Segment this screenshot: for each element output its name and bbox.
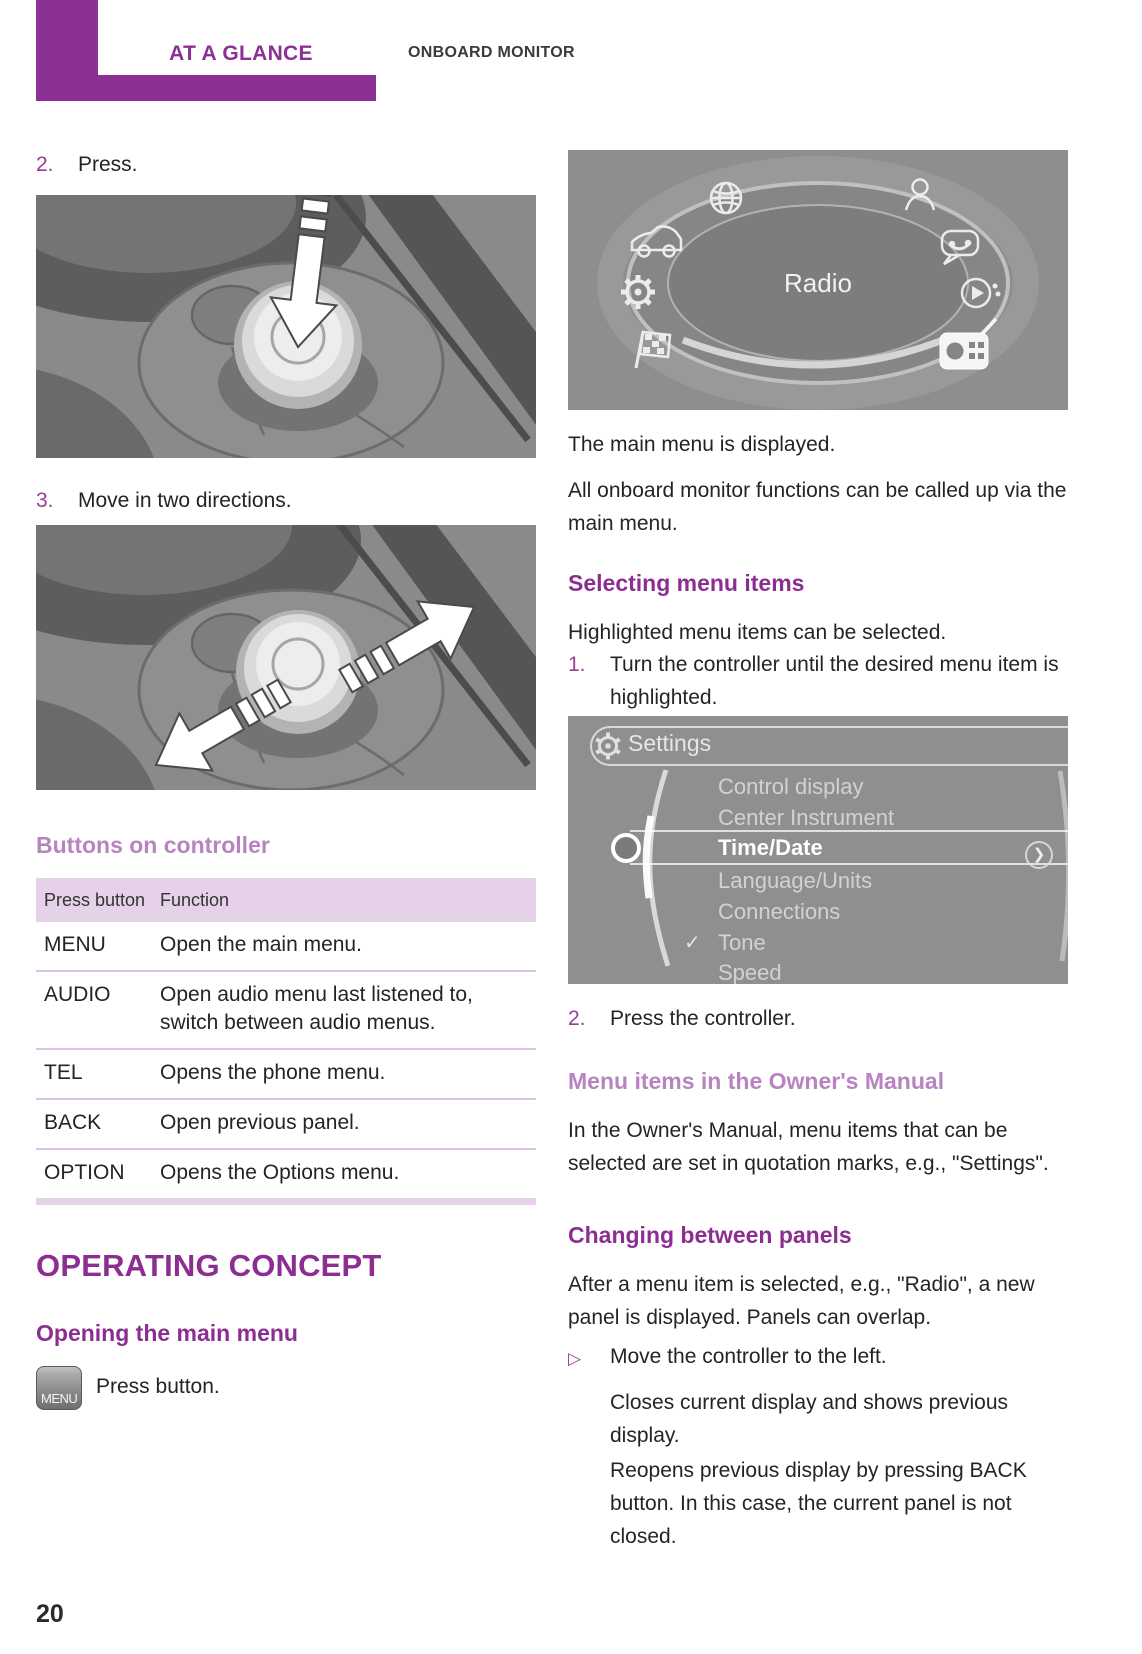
button-cell: OPTION (44, 1161, 125, 1184)
buttons-table-heading: Buttons on controller (36, 832, 270, 858)
controller-move-photo (36, 525, 536, 790)
main-menu-screenshot (568, 150, 1068, 410)
column-header: Function (160, 889, 230, 910)
action-result-1: Closes current display and shows previous display. (610, 1391, 1009, 1447)
step-3 (36, 484, 536, 517)
step-number: 2. (36, 153, 54, 176)
table-row (36, 1048, 536, 1098)
settings-item-center-instrument: Center Instrument (718, 805, 895, 830)
column-header: Press button (44, 889, 146, 910)
settings-item-language-units: Language/Units (718, 868, 873, 893)
press-button-instruction: Press button. (96, 1375, 220, 1398)
opening-main-menu-heading: Opening the main menu (36, 1320, 298, 1346)
section-title: AT A GLANCE (169, 42, 313, 65)
button-cell: BACK (44, 1111, 102, 1134)
function-cell: Opens the phone menu. (160, 1061, 386, 1084)
action-result-2: Reopens previous display by pressing BACK button. In this case, the current panel is not closed. (610, 1459, 1027, 1548)
section-tab-inner (98, 0, 384, 75)
selected-menu-item-label: Radio (784, 268, 852, 298)
changing-panels-body: After a menu item is selected, e.g., "Radio", a new panel is displayed. Panels can overlap. (568, 1273, 1035, 1329)
chevron-right-icon: ❯ (1025, 841, 1053, 869)
check-icon: ✓ (684, 932, 701, 954)
menu-key-icon (36, 1366, 82, 1410)
settings-menu-screenshot (568, 716, 1068, 984)
changing-panels-heading: Changing between panels (568, 1222, 852, 1248)
button-cell: AUDIO (44, 983, 111, 1006)
action-bullet (568, 1340, 1068, 1375)
main-menu-caption: The main menu is displayed. (568, 433, 836, 456)
function-cell: Open the main menu. (160, 933, 362, 956)
selection-arc (650, 770, 668, 966)
table-row (36, 922, 536, 970)
chapter-title: ONBOARD MONITOR (408, 44, 575, 61)
settings-item-connections: Connections (718, 899, 841, 924)
settings-gear-icon (621, 275, 655, 309)
settings-item-time-date: Time/Date (718, 835, 823, 860)
section-tab (36, 0, 376, 101)
step-number: 3. (36, 489, 54, 512)
step-number: 1. (568, 653, 586, 676)
controller-buttons-table (36, 878, 536, 1205)
main-menu-note: All onboard monitor functions can be called up via the main menu. (568, 479, 1067, 535)
settings-item-control-display: Control display (718, 774, 864, 799)
owners-manual-body: In the Owner's Manual, menu items that can be selected are set in quotation marks, e.g., "Settings". (568, 1119, 1049, 1175)
selecting-menu-items-heading: Selecting menu items (568, 570, 805, 596)
step-text: Turn the controller until the desired menu item is highlighted. (610, 653, 1059, 709)
controller-move-illustration (36, 525, 536, 790)
step-text: Move in two directions. (78, 489, 292, 512)
triangle-bullet-icon: ▷ (568, 1349, 582, 1368)
step-text: Press the controller. (610, 1007, 796, 1030)
step-text: Press. (78, 153, 138, 176)
step-2 (36, 148, 536, 181)
page-number: 20 (36, 1600, 64, 1628)
function-cell: Opens the Options menu. (160, 1161, 400, 1184)
step-1 (568, 648, 1068, 714)
selecting-intro: Highlighted menu items can be selected. (568, 621, 947, 644)
button-cell: TEL (44, 1061, 83, 1084)
function-cell: Open audio menu last listened to, switch between audio menus. (160, 983, 473, 1034)
controller-press-photo (36, 195, 536, 458)
controller-press-illustration (36, 195, 536, 458)
operating-concept-heading: OPERATING CONCEPT (36, 1248, 382, 1283)
step-2-right (568, 1002, 1068, 1035)
settings-title: Settings (628, 730, 712, 756)
table-bottom-rule (36, 1198, 536, 1205)
selection-marker-icon (613, 835, 639, 861)
table-header-row (36, 878, 536, 922)
highlight-line-bottom (630, 863, 1068, 865)
settings-item-tone: Tone (718, 930, 766, 955)
settings-item-speed: Speed (718, 960, 782, 984)
step-number: 2. (568, 1007, 586, 1030)
action-text: Move the controller to the left. (610, 1345, 887, 1368)
owners-manual-heading: Menu items in the Owner's Manual (568, 1068, 945, 1094)
button-cell: MENU (44, 933, 106, 956)
table-row (36, 1098, 536, 1148)
table-row (36, 1148, 536, 1198)
table-row (36, 970, 536, 1048)
main-menu-illustration (568, 150, 1068, 410)
function-cell: Open previous panel. (160, 1111, 360, 1134)
menu-key-label: MENU (41, 1391, 78, 1406)
